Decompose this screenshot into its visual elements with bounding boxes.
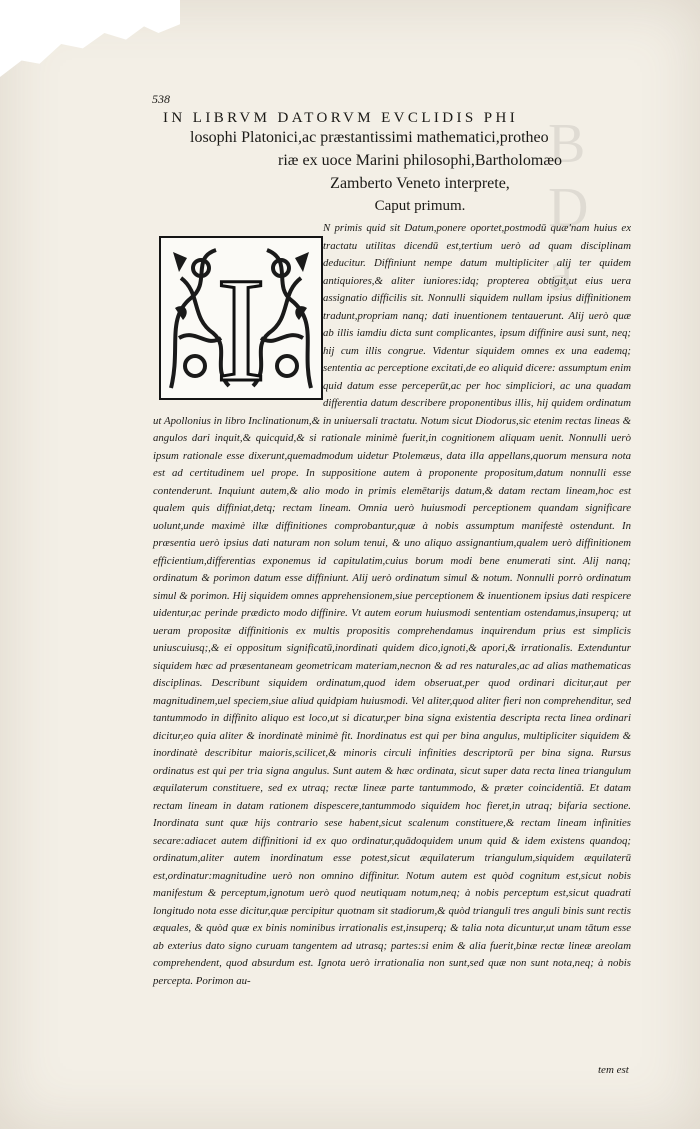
bleed-through-ghost-text: B D a bbox=[548, 113, 589, 303]
catchword: tem est bbox=[598, 1064, 629, 1076]
page-number: 538 bbox=[152, 92, 170, 106]
body-text-block bbox=[153, 220, 631, 990]
initial-letter-glyph: I bbox=[216, 247, 266, 398]
heading-line-2: losophi Platonici,ac præstantissimi mathematici,protheo bbox=[190, 129, 549, 146]
heading-line-3: riæ ex uoce Marini philosophi,Bartholomæo bbox=[278, 152, 562, 169]
body-paragraph: N primis quid sit Datum,ponere oportet,postmodū quæ'nam huius ex tractatu utilitas dicendū est,tertium uerò ad quam disciplinam deducitur. Diffiniunt nempe datum multipliciter alij ter quidem antiquiores,& aliter iuniores:idq; propterea obtigit,ut eius uera assignatio difficilis sit. Nonnulli siquidem nullam ipsius diffinitionem tradunt,propriam nanq; dati inuentionem tentauerunt. Alij uerò quæ ab illis iamdiu dicta sunt complicantes, ipsum diffinire ausi sunt, neq; hij cum illis congrue. Videntur siquidem omnes ex una eademq; sententia ac perceptione excitati,de eo aliquid dicere: assumptum enim quid datum esse perceperūt,ac per hoc simpliciori, ac una quadam differentia datum describere proponentibus illis, hij quidem ordinatum ut Apollonius in libro Inclinationum,& in uniuersali tractatu. Notum sicut Diodorus,sic etenim rectas lineas & angulos dari inquit,& quicquid,& si rationale minimè fuerit,in cognitionem aliquam uenit. Nonnulli uerò ipsum rationale esse dixerunt,quemadmodum uidetur Ptolemæus, data illa appellans,quorum mensura nota est ad certitudinem uel prope. In suppositione autem à proponente propositum,datum nonnulli esse contenderunt. Inquiunt autem,& alio modo in primis elemētarijs datum,& datam rectam lineam,hoc est qualem quis diffiniat,detq; rectam lineam. Omnia uerò huiusmodi perceptionem quandam significare uolunt,unde maximè illæ diffinitiones comprobantur,quæ à nobis assumptum manifestè ostendunt. In præsentia uerò ipsius dati naturam non solum tenui, & uno aliquo assignantium,qualem uerò diffinitionem efficientium,differentias exponemus id capitulatim,cuius borum modi bene enumerati sint. Alij nanq; ordinatum & porimon datum esse diffiniunt. Alij uerò ordinatum simul & notum. Nonnulli porrò ordinatum simul & porimon. Hij siquidem omnes apprehensionem,siue perceptionem & inuentionem ipsius dati respicere uidentur,ac perinde prædicto modo diffinire. Vt autem eorum huiusmodi sententiam ostendamus,insuperq; ut ueram propositæ diffinitionis ex multis propositis comprehendamus inquirendum prius est simplicis uniuscuiusq;,& ei oppositum significatū,inordinati quidem dico,ignoti,& apori,& irrationalis. Extenduntur siquidem hæc ad præsentaneam geometricam materiam,necnon & ad res naturales,ac ad alias mathematicas disciplinas. Describunt siquidem ordinatum,quod idem obseruat,per quod ordinari dicitur,aut per magnitudinem,uel speciem,siue aliud quidpiam huiusmodi. Vel aliter,quod aliter fieri non comprehenditur, sed tantummodo in diffinito aliquo est loco,ut si dicatur,per bina signa existentia descripta recta linea ordinari dicitur,eo quia aliter & inordinatè minimè fit. Inordinatus est qui per bina angulus, multipliciter siquidem & inordinatè describitur maioris,scilicet,& minoris circuli infinities descriptorū per bina signa. Rursus ordinatus est qui per tria signa angulus. Sunt autem & hæc ordinata, sicut super data recta linea triangulum æquilaterum constituere, sed ex utraq; rectæ lineæ parte tantummodo, & præter coincidentiā. Et datam rectam lineam in datam rationem dispescere,tantummodo siquidem hoc fieret,in utraq; bifaria sectione. Inordinata sunt quæ hijs contrario sese habent,sicut scalenum constituere,& rectam lineam infinities secare:adiacet autem diffinitioni id ex quo ordinatur,quādoquidem unum quid & idem existens quandoq; ordinatum,aliter autem inordinatum esse potest,sicut æquilaterum triangulum,siquidem æquilaterū est,ordinatur:magnitudine uerò non omnino diffinitur. Notum autem est quòd cognitum est,sicut nobis manifestum & perceptum,ignotum uerò quod neutiquam notum,neq; à nobis perceptum est,sicut quadrati longitudo nota esse dicitur,quæ percipitur quotnam sit stadiorum,& quòd trianguli tres anguli binis sunt rectis æquales, & quòd quæ ex binis nominibus irrationalis est,insuperq; & talia nota dicuntur,ut unam tātum esse ab exterius dato signo curuam tangentem ad utrasq; partes:si enim & alia fuerit,binæ rectæ lineæ areolam comprehendent, quod absurdum est. Ignota uerò irrationalia non sunt,sed quæ non sunt nota,neq; à nobis percepta. Porimon au- bbox=[153, 222, 631, 987]
heading-caps-line: IN LIBRVM DATORVM EVCLIDIS PHI bbox=[163, 110, 519, 126]
heading-line-4: Zamberto Veneto interprete, bbox=[330, 175, 510, 192]
initial-spacer bbox=[153, 220, 323, 410]
chapter-heading: Caput primum. bbox=[374, 198, 466, 214]
